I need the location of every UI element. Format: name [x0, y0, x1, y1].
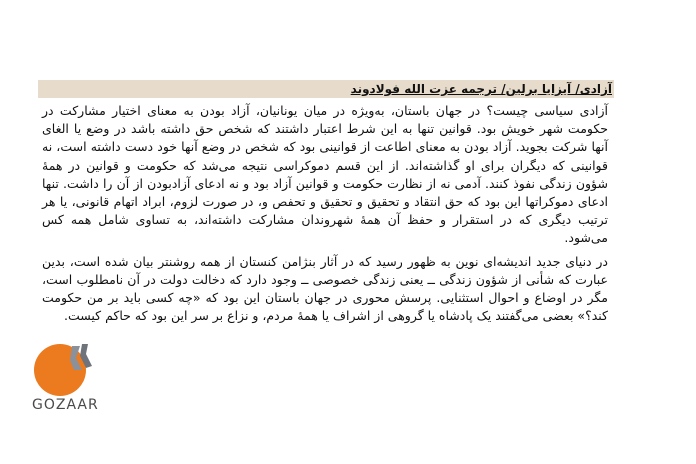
paragraph-2: در دنیای جدید اندیشه‌ای نوین به ظهور رسید که در آثار بنژامن کنستان از همه روشنتر بیان شده است، بدین عبارت که شأنی از شؤون زندگی ــ یعنی زندگی خصوصی ــ وجود دارد که دخالت دولت در آن نامطلوب است، مگر در اوضاع و احوال استثنایی. پرسش محوری در جهان باستان این بود که «چه کسی باید بر من حکومت کند؟» بعضی می‌گفتند یک پادشاه یا گروهی از اشراف یا همهٔ مردم، و نزاع بر سر این بود که حاکم کیست. — [42, 253, 608, 324]
paragraph-1: آزادی سیاسی چیست؟ در جهان باستان، به‌ویژه در میان یونانیان، آزاد بودن به معنای اختیار مشارکت در حکومت شهر خویش بود. قوانین تنها به این شرط اعتبار داشتند که شخص حق داشته باشد در وضع یا الغای آنها شرکت بجوید. آزاد بودن به معنای اطاعت از قوانینی بود که شخص در وضع آنها خود دست داشته است، نه قوانینی که دیگران برای او گذاشته‌اند. از این قسم دموکراسی نتیجه می‌شد که حکومت و قوانین در همهٔ شؤون زندگی نفوذ کنند. آدمی نه از نظارت حکومت و قوانین آزاد بود و نه ادعای آزادبودن از آن را داشت. تنها ادعای دموکراتها این بود که حق انتقاد و تحقیق و تحقیق و تحفص و، در صورت لزوم، ابراد اتهام قانونی، یا هر ترتیب دیگری که در استقرار و حفظ آن همهٔ شهروندان مشارکت داشته‌اند، به تساوی شامل همه کس می‌شود. — [42, 103, 608, 246]
document-title-bar — [38, 80, 614, 98]
document — [38, 80, 614, 324]
document-title: آزادی/ آیزایا برلین/ ترجمه عزت الله فولادوند — [350, 82, 612, 96]
logo-text: GOZAAR — [32, 397, 99, 413]
